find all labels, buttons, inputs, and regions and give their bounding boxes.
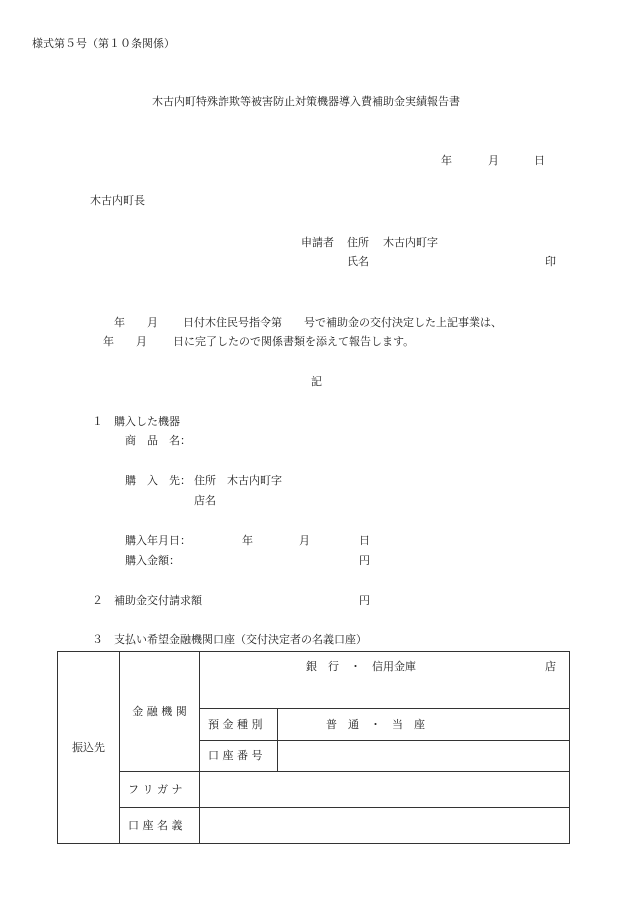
deposit-type-field[interactable]: 普 通 ・ 当 座 bbox=[278, 709, 570, 741]
purchase-amount-unit: 円 bbox=[359, 554, 370, 567]
applicant-address-label: 住所 bbox=[347, 236, 369, 249]
account-name-field[interactable] bbox=[200, 808, 570, 844]
item3-heading: ３ 支払い希望金融機関口座（交付決定者の名義口座） bbox=[92, 633, 367, 646]
transfer-destination-label: 振込先 bbox=[58, 652, 120, 844]
addressee: 木古内町長 bbox=[90, 194, 145, 207]
form-number: 様式第５号（第１０条関係） bbox=[32, 37, 175, 50]
item1-heading: １ 購入した機器 bbox=[92, 415, 180, 428]
ki-mark: 記 bbox=[311, 375, 322, 388]
item2-heading: ２ 補助金交付請求額 bbox=[92, 594, 202, 607]
furigana-field[interactable] bbox=[200, 772, 570, 808]
account-number-label: 口 座 番 号 bbox=[200, 741, 278, 772]
seal-mark: 印 bbox=[545, 255, 556, 268]
applicant-address-value: 木古内町字 bbox=[383, 236, 438, 249]
bank-name-field[interactable] bbox=[200, 652, 570, 709]
bank-account-table bbox=[57, 651, 570, 844]
body-line2-month: 月 bbox=[136, 335, 147, 348]
document-title: 木古内町特殊詐欺等被害防止対策機器導入費補助金実績報告書 bbox=[152, 95, 460, 108]
supplier-label: 購 入 先： bbox=[125, 474, 191, 487]
account-number-field[interactable] bbox=[278, 741, 570, 772]
product-name-label: 商 品 名： bbox=[125, 434, 191, 447]
account-name-label: 口 座 名 義 bbox=[120, 808, 200, 844]
applicant-name-label: 氏名 bbox=[347, 255, 369, 268]
supplier-address: 住所 木古内町字 bbox=[194, 474, 282, 487]
body-line1-month: 月 bbox=[147, 316, 158, 329]
date-year: 年 bbox=[441, 154, 452, 167]
date-month: 月 bbox=[488, 154, 499, 167]
body-line1-year: 年 bbox=[114, 316, 125, 329]
purchase-date-month: 月 bbox=[299, 534, 310, 547]
purchase-amount-label: 購入金額： bbox=[125, 554, 180, 567]
body-line2-text: 日に完了したので関係書類を添えて報告します。 bbox=[173, 335, 415, 348]
purchase-date-day: 日 bbox=[359, 534, 370, 547]
body-line1-text: 日付木住民号指令第 号で補助金の交付決定した上記事業は、 bbox=[183, 316, 502, 329]
bank-type-text: 銀 行 ・ 信用金庫 bbox=[306, 660, 416, 673]
supplier-shop-label: 店名 bbox=[194, 494, 216, 507]
financial-institution-label: 金 融 機 関 bbox=[120, 652, 200, 772]
subsidy-amount-unit: 円 bbox=[359, 594, 370, 607]
branch-text: 店 bbox=[545, 660, 557, 673]
purchase-date-label: 購入年月日： bbox=[125, 534, 191, 547]
body-line2-year: 年 bbox=[103, 335, 114, 348]
deposit-type-label: 預 金 種 別 bbox=[200, 709, 278, 741]
purchase-date-year: 年 bbox=[242, 534, 253, 547]
date-day: 日 bbox=[534, 154, 545, 167]
furigana-label: フ リ ガ ナ bbox=[120, 772, 200, 808]
applicant-label: 申請者 bbox=[301, 236, 334, 249]
